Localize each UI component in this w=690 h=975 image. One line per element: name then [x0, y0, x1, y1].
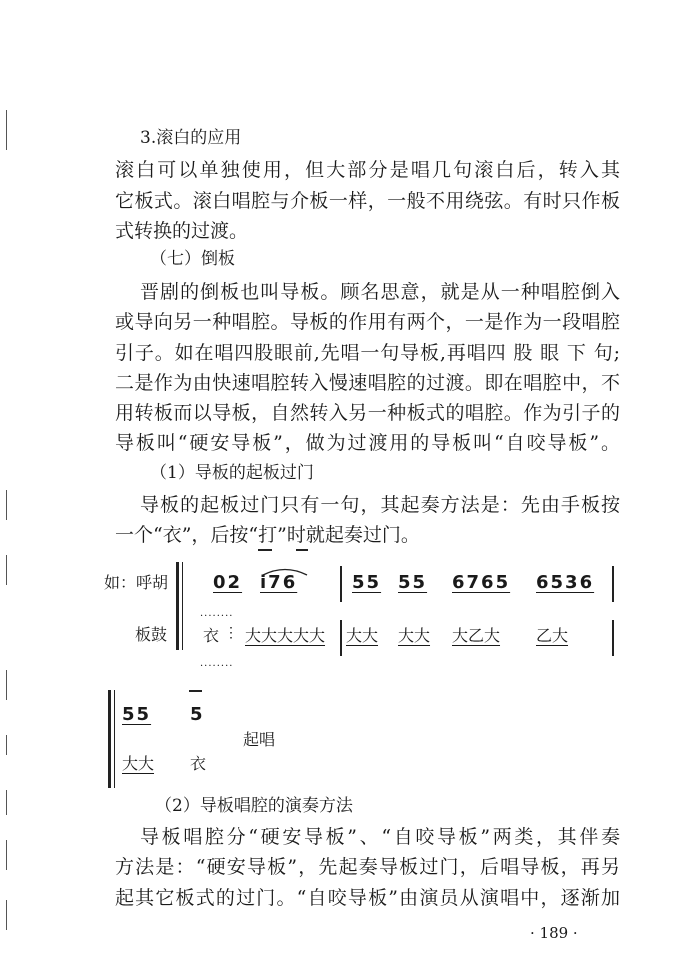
dotted-divider: ⋮	[224, 625, 239, 641]
subsection-heading: （1）导板的起板过门	[150, 463, 314, 483]
octave-dash	[296, 549, 308, 551]
paragraph-line: 方法是：“硬安导板”，先起奏导板过门，后唱导板，再另	[115, 856, 620, 878]
octave-dash	[189, 690, 202, 692]
drum-beat: 衣	[190, 754, 207, 773]
subsection-heading: （2）导板唱腔的演奏方法	[155, 796, 353, 816]
note-group: 55	[398, 572, 428, 593]
scan-edge-mark	[6, 735, 7, 755]
score-bracket	[108, 690, 111, 788]
score-bracket	[182, 562, 183, 650]
paragraph-line: 或导向另一种唱腔。导板的作用有两个，一是作为一段唱腔	[115, 311, 620, 333]
scan-edge-mark	[6, 790, 7, 815]
paragraph-line: 滚白可以单独使用，但大部分是唱几句滚白后，转入其	[115, 159, 620, 181]
octave-dash	[258, 549, 272, 551]
drum-beat: 大大	[122, 754, 155, 773]
paragraph-line: 它板式。滚白唱腔与介板一样，一般不用绕弦。有时只作板	[115, 190, 620, 212]
paragraph-line: 晋剧的倒板也叫导板。顾名思意，就是从一种唱腔倒入	[140, 281, 620, 303]
paragraph-line: 导板的起板过门只有一句，其起奏方法是：先由手板按	[140, 494, 620, 516]
barline	[612, 566, 614, 602]
score-bracket	[114, 690, 115, 788]
paragraph-line: 引子。如在唱四股眼前,先唱一句导板,再唱四 股 眼 下 句;	[115, 342, 620, 364]
note-group: 5	[190, 704, 205, 725]
scan-edge-mark	[6, 490, 7, 520]
section-heading: （七）倒板	[150, 249, 235, 269]
paragraph-line: 起其它板式的过门。“自咬导板”由演员从演唱中，逐渐加	[115, 887, 620, 909]
slur-mark	[260, 566, 310, 576]
paragraph-line: 一个“衣”，后按“打”时就起奏过门。	[115, 524, 420, 546]
note-group: 55	[352, 572, 382, 593]
note-group: 6536	[536, 572, 595, 593]
paragraph-line: 式转换的过渡。	[115, 220, 249, 242]
paragraph-line: 导板叫“硬安导板”，做为过渡用的导板叫“自咬导板”。	[115, 432, 620, 454]
note-group: i76	[260, 572, 298, 593]
dotted-line: ········	[200, 611, 234, 622]
note-group: 6765	[452, 572, 511, 593]
paragraph-line: 导板唱腔分“硬安导板”、“自咬导板”两类，其伴奏	[140, 826, 620, 848]
note-group: 02	[213, 572, 243, 593]
note-group: 55	[122, 704, 152, 725]
section-heading: 3.滚白的应用	[140, 128, 242, 148]
drum-beat: 大大	[398, 626, 431, 645]
drum-beat: 衣	[203, 626, 220, 645]
drum-beat: 大大大大大	[245, 626, 326, 645]
barline	[612, 620, 614, 656]
scan-edge-mark	[6, 110, 7, 150]
scan-edge-mark	[6, 900, 7, 930]
barline	[340, 620, 342, 656]
barline	[340, 566, 342, 602]
scan-edge-mark	[6, 840, 7, 870]
paragraph-line: 二是作为由快速唱腔转入慢速唱腔的过渡。即在唱腔中，不	[115, 372, 620, 394]
cue-text: 起唱	[243, 730, 276, 749]
scan-edge-mark	[6, 670, 7, 700]
scan-edge-mark	[6, 555, 7, 585]
drum-beat: 大大	[346, 626, 379, 645]
instrument-label-huhu: 如：呼胡	[104, 573, 169, 592]
score-bracket	[176, 562, 179, 650]
instrument-label-drum: 板鼓	[135, 625, 168, 644]
page-number: · 189 ·	[530, 924, 578, 942]
dotted-line: ········	[200, 661, 234, 672]
paragraph-line: 用转板而以导板，自然转入另一种板式的唱腔。作为引子的	[115, 402, 620, 424]
drum-beat: 大乙大	[452, 626, 501, 645]
drum-beat: 乙大	[536, 626, 569, 645]
